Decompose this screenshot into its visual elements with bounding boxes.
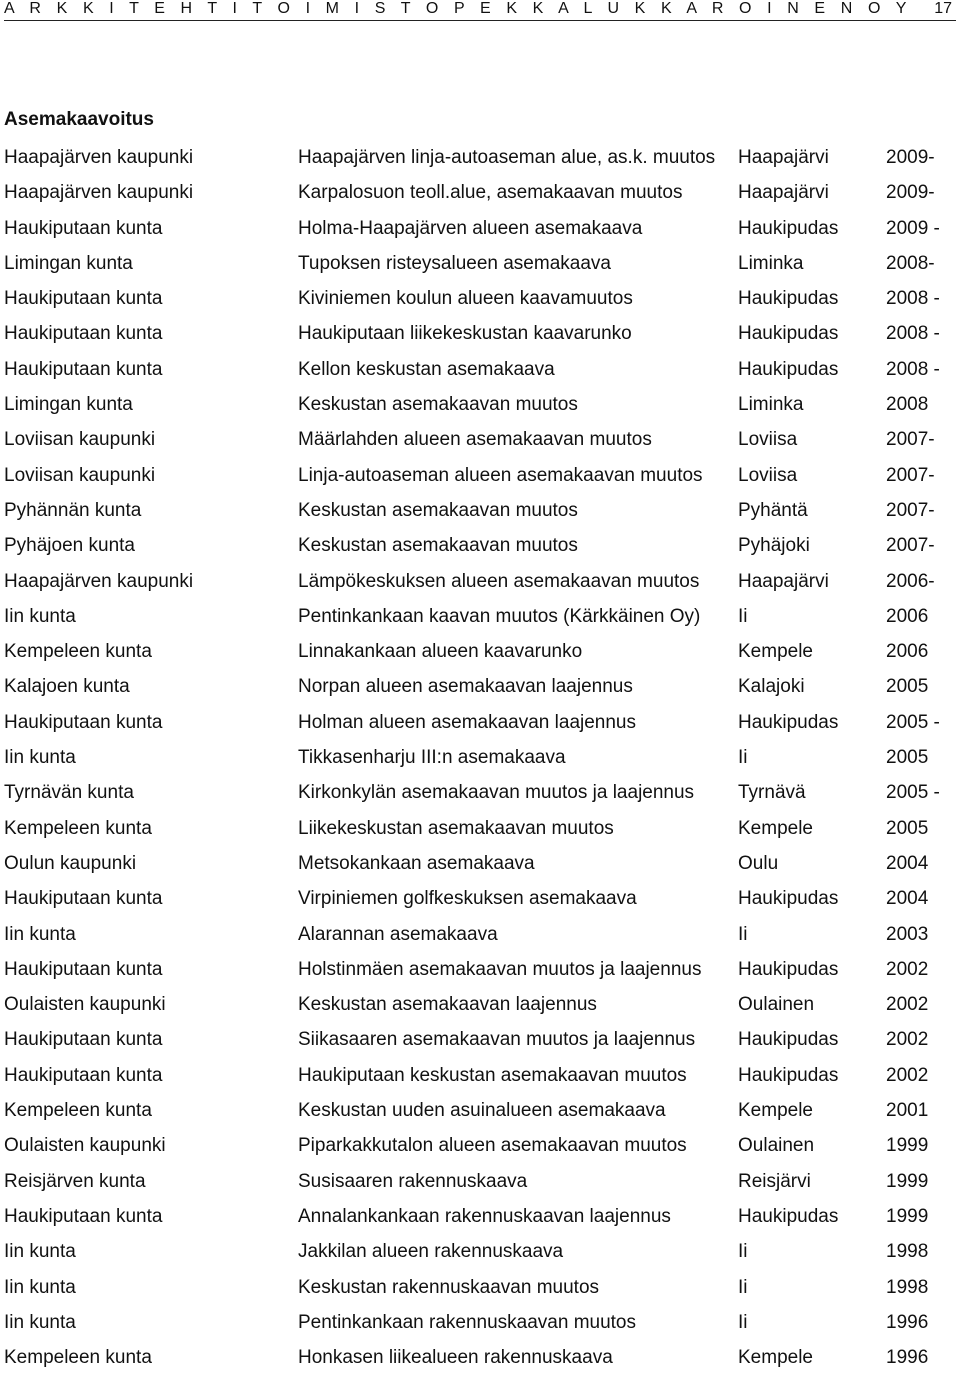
municipality-cell: Haukiputaan kunta [4, 323, 163, 345]
municipality-cell: Iin kunta [4, 747, 76, 769]
table-row [4, 846, 956, 881]
year-cell: 2002 [886, 958, 929, 980]
municipality-cell: Loviisan kaupunki [4, 429, 156, 451]
year-cell: 2008 - [886, 288, 940, 310]
year-cell: 1998 [886, 1241, 929, 1263]
place-cell: Kempele [738, 817, 813, 839]
place-cell: Kempele [738, 1100, 813, 1122]
municipality-cell: Iin kunta [4, 1276, 76, 1298]
place-cell: Oulu [738, 852, 779, 874]
project-cell: Metsokankaan asemakaava [298, 852, 535, 874]
place-cell: Haapajärvi [738, 182, 829, 204]
place-cell: Haukipudas [738, 358, 839, 380]
table-row [4, 1199, 956, 1234]
place-cell: Kempele [738, 1347, 813, 1369]
header-rule [4, 20, 956, 21]
municipality-cell: Haapajärven kaupunki [4, 570, 194, 592]
place-cell: Pyhäntä [738, 499, 808, 521]
municipality-cell: Iin kunta [4, 923, 76, 945]
place-cell: Ii [738, 923, 748, 945]
project-cell: Lämpökeskuksen alueen asemakaavan muutos [298, 570, 700, 592]
table-row [4, 387, 956, 422]
project-cell: Virpiniemen golfkeskuksen asemakaava [298, 888, 637, 910]
municipality-cell: Pyhännän kunta [4, 499, 142, 521]
year-cell: 2001 [886, 1100, 929, 1122]
year-cell: 2007- [886, 464, 935, 486]
project-cell: Jakkilan alueen rakennuskaava [298, 1241, 564, 1263]
project-cell: Tikkasenharju III:n asemakaava [298, 747, 566, 769]
year-cell: 1999 [886, 1205, 929, 1227]
table-row [4, 1340, 956, 1375]
project-cell: Susisaaren rakennuskaava [298, 1170, 528, 1192]
table-row [4, 881, 956, 916]
place-cell: Kalajoki [738, 676, 805, 698]
year-cell: 2008 - [886, 358, 940, 380]
year-cell: 2005 [886, 817, 929, 839]
table-row [4, 458, 956, 493]
table-row [4, 493, 956, 528]
table-row [4, 1305, 956, 1340]
municipality-cell: Iin kunta [4, 605, 76, 627]
table-row [4, 1270, 956, 1305]
year-cell: 2006 [886, 605, 929, 627]
municipality-cell: Haukiputaan kunta [4, 1064, 163, 1086]
place-cell: Loviisa [738, 464, 798, 486]
municipality-cell: Kempeleen kunta [4, 817, 152, 839]
project-cell: Haukiputaan liikekeskustan kaavarunko [298, 323, 632, 345]
year-cell: 2002 [886, 1064, 929, 1086]
year-cell: 1998 [886, 1276, 929, 1298]
year-cell: 1996 [886, 1311, 929, 1333]
section-title: Asemakaavoitus [4, 109, 154, 130]
project-cell: Kellon keskustan asemakaava [298, 358, 555, 380]
municipality-cell: Haapajärven kaupunki [4, 182, 194, 204]
year-cell: 2006- [886, 570, 935, 592]
project-cell: Haapajärven linja-autoaseman alue, as.k. muutos [298, 147, 716, 168]
place-cell: Pyhäjoki [738, 535, 810, 557]
table-row [4, 987, 956, 1022]
municipality-cell: Haukiputaan kunta [4, 217, 163, 239]
year-cell: 2009 - [886, 217, 940, 239]
municipality-cell: Kempeleen kunta [4, 1347, 152, 1369]
table-row [4, 316, 956, 351]
project-cell: Tupoksen risteysalueen asemakaava [298, 252, 611, 274]
place-cell: Haukipudas [738, 888, 839, 910]
table-row [4, 669, 956, 704]
project-table [4, 140, 956, 1375]
project-cell: Keskustan asemakaavan muutos [298, 394, 578, 416]
place-cell: Haapajärvi [738, 570, 829, 592]
project-cell: Holstinmäen asemakaavan muutos ja laajennus [298, 958, 702, 980]
place-cell: Ii [738, 747, 748, 769]
place-cell: Ii [738, 1276, 748, 1298]
project-cell: Määrlahden alueen asemakaavan muutos [298, 429, 652, 451]
project-cell: Haukiputaan keskustan asemakaavan muutos [298, 1064, 687, 1086]
place-cell: Oulainen [738, 994, 815, 1016]
year-cell: 2008- [886, 252, 935, 274]
project-cell: Keskustan asemakaavan muutos [298, 499, 578, 521]
municipality-cell: Kempeleen kunta [4, 1100, 152, 1122]
year-cell: 2009- [886, 147, 935, 168]
year-cell: 2005 - [886, 782, 940, 804]
year-cell: 1999 [886, 1135, 929, 1157]
project-cell: Pentinkankaan kaavan muutos (Kärkkäinen Oy) [298, 605, 701, 627]
municipality-cell: Iin kunta [4, 1241, 76, 1263]
project-cell: Linja-autoaseman alueen asemakaavan muutos [298, 464, 703, 486]
municipality-cell: Haapajärven kaupunki [4, 147, 194, 168]
place-cell: Haukipudas [738, 1029, 839, 1051]
municipality-cell: Pyhäjoen kunta [4, 535, 135, 557]
table-row [4, 140, 956, 175]
table-row [4, 1093, 956, 1128]
municipality-cell: Oulaisten kaupunki [4, 994, 166, 1016]
project-cell: Holman alueen asemakaavan laajennus [298, 711, 637, 733]
table-row [4, 740, 956, 775]
page-number: 17 [934, 0, 952, 17]
place-cell: Haukipudas [738, 1205, 839, 1227]
project-cell: Piparkakkutalon alueen asemakaavan muutos [298, 1135, 687, 1157]
municipality-cell: Haukiputaan kunta [4, 958, 163, 980]
year-cell: 2005 [886, 676, 929, 698]
table-row [4, 599, 956, 634]
table-row [4, 175, 956, 210]
project-cell: Kirkonkylän asemakaavan muutos ja laajennus [298, 782, 695, 804]
municipality-cell: Iin kunta [4, 1311, 76, 1333]
year-cell: 2002 [886, 994, 929, 1016]
place-cell: Tyrnävä [738, 782, 806, 804]
project-cell: Alarannan asemakaava [298, 923, 498, 945]
project-cell: Liikekeskustan asemakaavan muutos [298, 817, 614, 839]
table-row [4, 775, 956, 810]
table-row [4, 1164, 956, 1199]
place-cell: Loviisa [738, 429, 798, 451]
year-cell: 2005 - [886, 711, 940, 733]
place-cell: Ii [738, 1311, 748, 1333]
municipality-cell: Kempeleen kunta [4, 641, 152, 663]
place-cell: Liminka [738, 252, 804, 274]
municipality-cell: Tyrnävän kunta [4, 782, 134, 804]
place-cell: Ii [738, 605, 748, 627]
page-header [4, 0, 956, 22]
year-cell: 1999 [886, 1170, 929, 1192]
project-cell: Honkasen liikealueen rakennuskaava [298, 1347, 613, 1369]
municipality-cell: Oulaisten kaupunki [4, 1135, 166, 1157]
year-cell: 2008 [886, 394, 929, 416]
place-cell: Haukipudas [738, 288, 839, 310]
municipality-cell: Limingan kunta [4, 252, 133, 274]
table-row [4, 281, 956, 316]
municipality-cell: Limingan kunta [4, 394, 133, 416]
project-cell: Keskustan asemakaavan laajennus [298, 994, 597, 1016]
place-cell: Reisjärvi [738, 1170, 811, 1192]
place-cell: Haukipudas [738, 1064, 839, 1086]
project-cell: Pentinkankaan rakennuskaavan muutos [298, 1311, 637, 1333]
year-cell: 2005 [886, 747, 929, 769]
municipality-cell: Haukiputaan kunta [4, 358, 163, 380]
place-cell: Kempele [738, 641, 813, 663]
year-cell: 2004 [886, 852, 929, 874]
municipality-cell: Haukiputaan kunta [4, 888, 163, 910]
municipality-cell: Haukiputaan kunta [4, 288, 163, 310]
table-row [4, 1022, 956, 1057]
year-cell: 2007- [886, 429, 935, 451]
project-cell: Karpalosuon teoll.alue, asemakaavan muutos [298, 182, 683, 204]
project-cell: Annalankankaan rakennuskaavan laajennus [298, 1205, 671, 1227]
project-cell: Keskustan asemakaavan muutos [298, 535, 578, 557]
table-row [4, 917, 956, 952]
year-cell: 2003 [886, 923, 929, 945]
project-cell: Keskustan uuden asuinalueen asemakaava [298, 1100, 666, 1122]
project-cell: Norpan alueen asemakaavan laajennus [298, 676, 633, 698]
table-row [4, 211, 956, 246]
year-cell: 2009- [886, 182, 935, 204]
place-cell: Haukipudas [738, 217, 839, 239]
municipality-cell: Reisjärven kunta [4, 1170, 146, 1192]
year-cell: 2007- [886, 535, 935, 557]
year-cell: 2002 [886, 1029, 929, 1051]
table-row [4, 564, 956, 599]
table-row [4, 422, 956, 457]
year-cell: 2007- [886, 499, 935, 521]
year-cell: 1996 [886, 1347, 929, 1369]
municipality-cell: Oulun kaupunki [4, 852, 137, 874]
table-row [4, 811, 956, 846]
municipality-cell: Haukiputaan kunta [4, 1029, 163, 1051]
municipality-cell: Kalajoen kunta [4, 676, 130, 698]
table-row [4, 634, 956, 669]
place-cell: Liminka [738, 394, 804, 416]
table-row [4, 705, 956, 740]
table-row [4, 1128, 956, 1163]
project-cell: Linnakankaan alueen kaavarunko [298, 641, 583, 663]
project-cell: Kiviniemen koulun alueen kaavamuutos [298, 288, 633, 310]
table-row [4, 352, 956, 387]
project-cell: Siikasaaren asemakaavan muutos ja laajennus [298, 1029, 696, 1051]
year-cell: 2008 - [886, 323, 940, 345]
municipality-cell: Loviisan kaupunki [4, 464, 156, 486]
table-row [4, 1058, 956, 1093]
year-cell: 2006 [886, 641, 929, 663]
project-cell: Holma-Haapajärven alueen asemakaava [298, 217, 643, 239]
place-cell: Haukipudas [738, 958, 839, 980]
place-cell: Haapajärvi [738, 147, 829, 168]
place-cell: Haukipudas [738, 711, 839, 733]
municipality-cell: Haukiputaan kunta [4, 1205, 163, 1227]
table-row [4, 528, 956, 563]
project-cell: Keskustan rakennuskaavan muutos [298, 1276, 600, 1298]
table-row [4, 952, 956, 987]
place-cell: Haukipudas [738, 323, 839, 345]
year-cell: 2004 [886, 888, 929, 910]
place-cell: Ii [738, 1241, 748, 1263]
table-row [4, 1234, 956, 1269]
table-row [4, 246, 956, 281]
municipality-cell: Haukiputaan kunta [4, 711, 163, 733]
company-name: A R K K I T E H T I T O I M I S T O P E K K A L U K K A R O I N E N O Y [4, 0, 913, 17]
place-cell: Oulainen [738, 1135, 815, 1157]
